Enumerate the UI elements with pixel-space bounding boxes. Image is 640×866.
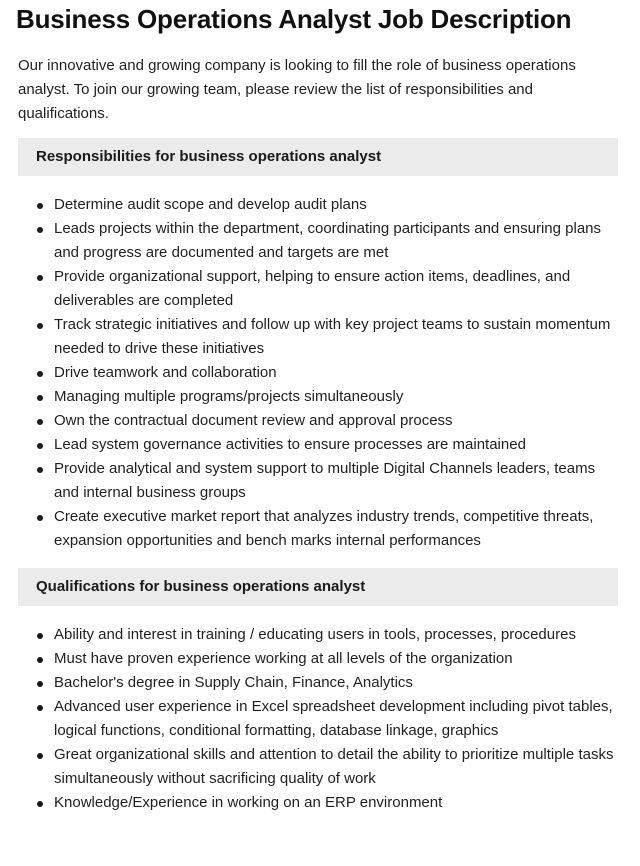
intro-paragraph: Our innovative and growing company is looking to fill the role of business operations analyst. To join our growing team, please review the list of responsibilities and qualifications. <box>18 57 576 122</box>
list-item: Leads projects within the department, coordinating participants and ensuring plans and progress are documented and targets are met <box>18 217 620 265</box>
qualifications-list <box>18 623 620 815</box>
page-title: Business Operations Analyst Job Description <box>16 4 572 34</box>
list-item: Managing multiple programs/projects simultaneously <box>18 385 620 409</box>
list-item: Knowledge/Experience in working on an ERP environment <box>18 791 620 815</box>
responsibilities-heading: Responsibilities for business operations analyst <box>18 138 618 176</box>
list-item: Determine audit scope and develop audit plans <box>18 193 620 217</box>
list-item: Must have proven experience working at all levels of the organization <box>18 647 620 671</box>
responsibilities-list <box>18 193 620 553</box>
list-item: Drive teamwork and collaboration <box>18 361 620 385</box>
qualifications-heading: Qualifications for business operations analyst <box>18 568 618 606</box>
list-item: Great organizational skills and attention to detail the ability to prioritize multiple tasks simultaneously without sacrificing quality of work <box>18 743 620 791</box>
list-item: Advanced user experience in Excel spreadsheet development including pivot tables, logical functions, conditional formatting, database linkage, graphics <box>18 695 620 743</box>
list-item: Bachelor's degree in Supply Chain, Finance, Analytics <box>18 671 620 695</box>
list-item: Own the contractual document review and approval process <box>18 409 620 433</box>
list-item: Provide analytical and system support to multiple Digital Channels leaders, teams and internal business groups <box>18 457 620 505</box>
list-item: Lead system governance activities to ensure processes are maintained <box>18 433 620 457</box>
list-item: Ability and interest in training / educating users in tools, processes, procedures <box>18 623 620 647</box>
list-item: Track strategic initiatives and follow up with key project teams to sustain momentum needed to drive these initiatives <box>18 313 620 361</box>
list-item: Create executive market report that analyzes industry trends, competitive threats, expansion opportunities and bench marks internal performances <box>18 505 620 553</box>
list-item: Provide organizational support, helping to ensure action items, deadlines, and deliverables are completed <box>18 265 620 313</box>
